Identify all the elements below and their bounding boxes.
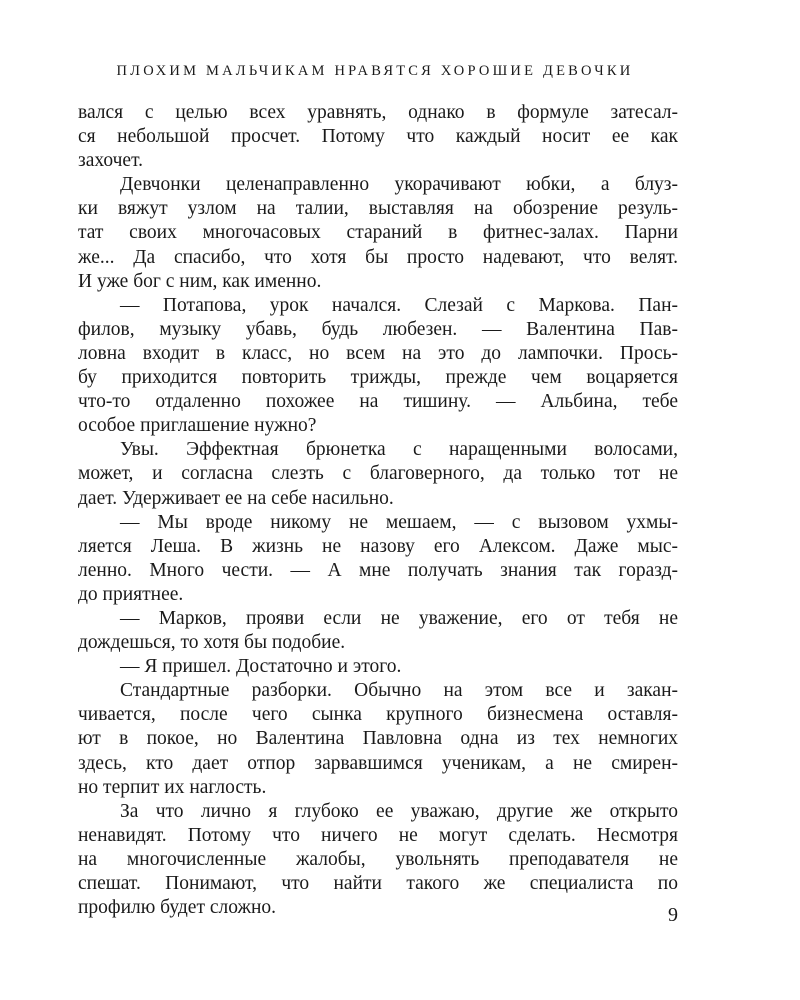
text-line: ненавидят. Потому что ничего не могут сделать. Несмотря [78,824,678,846]
page-number: 9 [668,904,678,926]
text-line: ляется Леша. В жизнь не назову его Алексом. Даже мыс- [78,535,678,557]
text-line: Увы. Эффектная брюнетка с наращенными волосами, [120,439,678,461]
text-line: За что лично я глубоко ее уважаю, другие же открыто [120,800,678,822]
text-line: — Марков, прояви если не уважение, его от тебя не [120,607,678,629]
text-line: И уже бог с ним, как именно. [78,270,322,292]
text-line: — Я пришел. Достаточно и этого. [120,656,402,678]
text-line: вался с целью всех уравнять, однако в формуле затесал- [78,102,678,123]
text-line: — Мы вроде никому не мешаем, — с вызовом ухмы- [120,511,678,533]
text-line: Стандартные разборки. Обычно на этом все и закан- [120,680,678,702]
text-line: ленно. Много чести. — А мне получать знания так горазд- [78,559,678,581]
text-line: до приятнее. [78,583,184,605]
text-line: спешат. Понимают, что найти такого же специалиста по [78,873,678,894]
text-line: но терпит их наглость. [78,776,267,798]
text-line: филов, музыку убавь, будь любезен. — Валентина Пав- [78,318,678,340]
text-line: тат своих многочасовых стараний в фитнес-залах. Парни [78,222,678,244]
text-line: чивается, после чего сынка крупного бизнесмена оставля- [78,704,678,726]
text-line: ся небольшой просчет. Потому что каждый носит ее как [78,126,678,148]
text-line: что-то отдаленно похожее на тишину. — Альбина, тебе [78,391,678,413]
text-line: бу приходится повторить трижды, прежде чем воцаряется [78,367,678,389]
text-line: же... Да спасибо, что хотя бы просто надевают, что велят. [78,246,678,268]
text-line: Девчонки целенаправленно укорачивают юбки, а блуз- [120,174,678,196]
text-line: особое приглашение нужно? [78,415,317,437]
text-line: — Потапова, урок начался. Слезай с Маркова. Пан- [120,294,678,316]
body-text [78,101,678,920]
running-header: ПЛОХИМ МАЛЬЧИКАМ НРАВЯТСЯ ХОРОШИЕ ДЕВОЧКИ [116,63,634,79]
text-line: дает. Удерживает ее на себе насильно. [78,487,394,509]
text-line: ловна входит в класс, но всем на это до лампочки. Прось- [78,342,678,364]
text-line: может, и согласна слезть с благоверного, да только тот не [78,463,678,485]
text-line: здесь, кто дает отпор зарвавшимся ученикам, а не смирен- [78,752,678,774]
text-line: на многочисленные жалобы, увольнять преподавателя не [78,848,678,870]
text-line: ки вяжут узлом на талии, выставляя на обозрение резуль- [78,198,678,220]
text-line: профилю будет сложно. [78,897,277,919]
text-line: ют в покое, но Валентина Павловна одна из тех немногих [78,728,678,750]
text-line: захочет. [78,150,144,172]
text-line: дождешься, то хотя бы подобие. [78,632,346,654]
